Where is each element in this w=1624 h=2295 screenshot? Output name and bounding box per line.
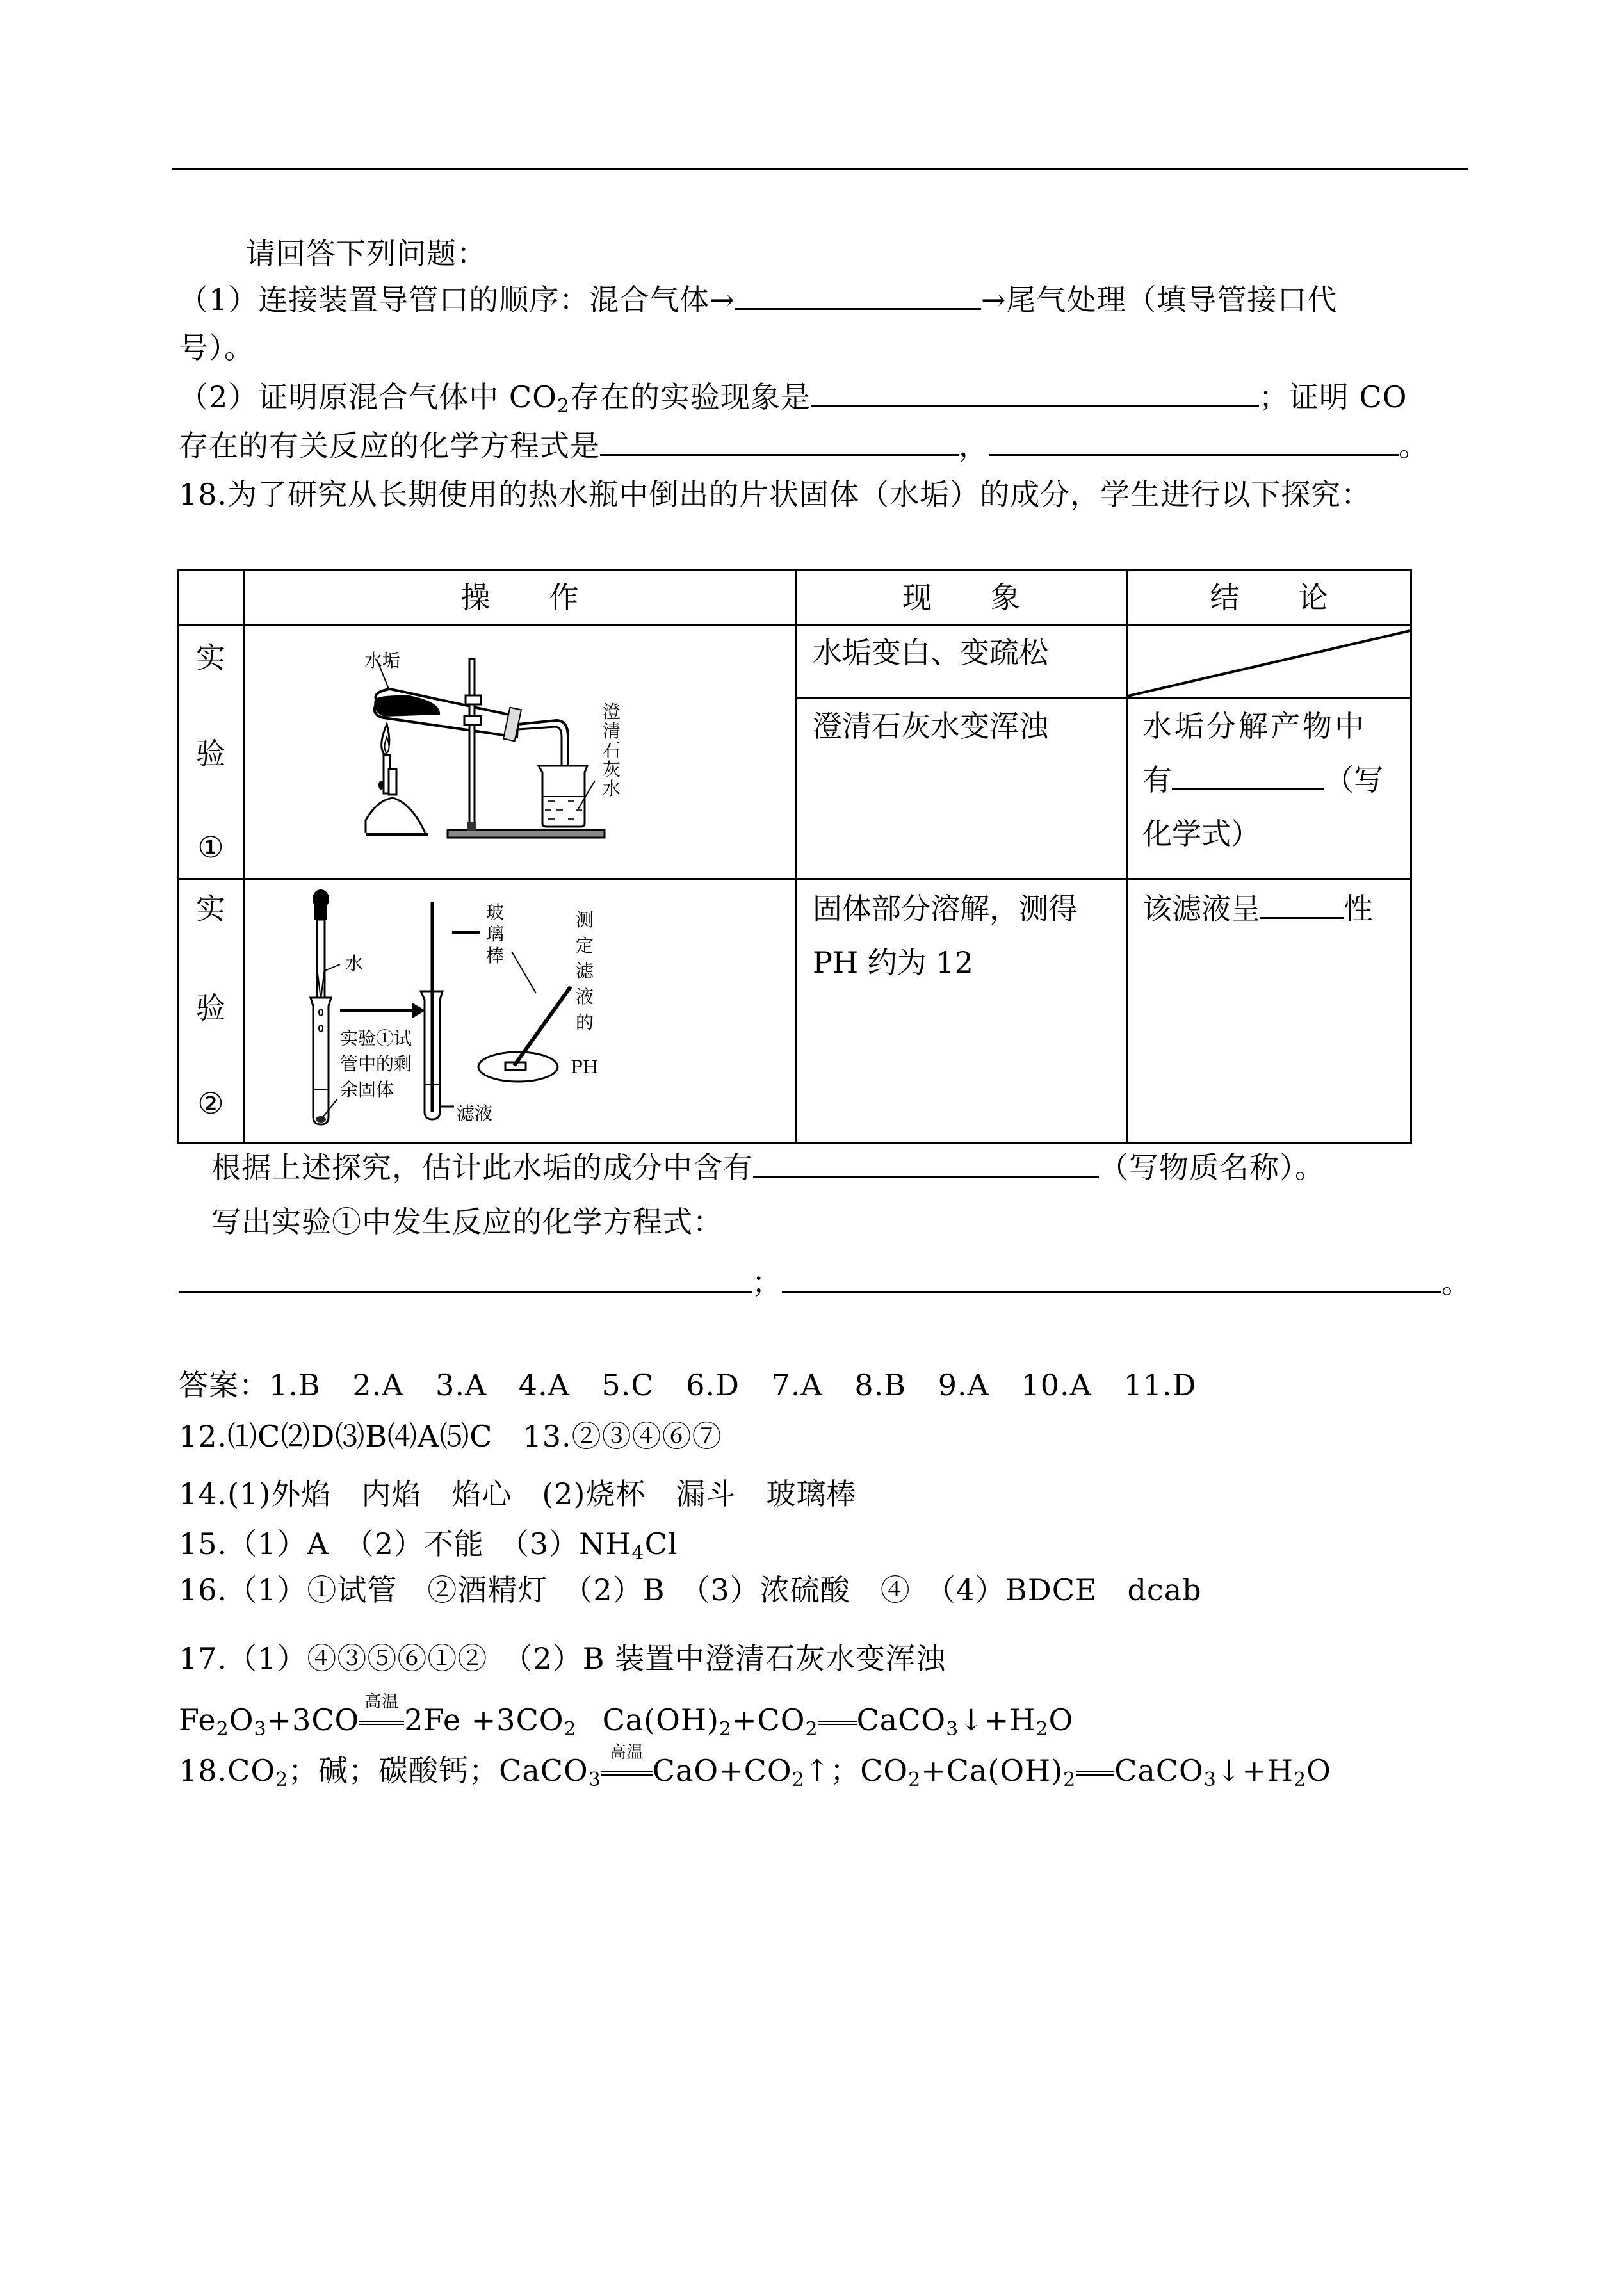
- label-residue-1: 实验①试: [340, 1028, 412, 1049]
- label-glass-rod-2: 璃: [486, 923, 505, 945]
- label-measure-4: 液: [576, 986, 594, 1007]
- answers-line3: 14.(1)外焰 内焰 焰心 (2)烧杯 漏斗 玻璃棒: [179, 1477, 857, 1511]
- exp1-conclusion-line3: 化学式）: [1142, 816, 1260, 851]
- answers-line4: [179, 1526, 678, 1562]
- after-table-line2: 写出实验①中发生反应的化学方程式：: [211, 1204, 723, 1239]
- exp2-label-2: 验: [196, 991, 225, 1025]
- header-conclusion: 结 论: [1210, 580, 1328, 615]
- after-table-line1: [211, 1149, 1325, 1185]
- q1-text-b: →尾气处理（填导管接口代: [980, 282, 1338, 317]
- col-divider-1: [243, 571, 245, 1142]
- answers-line6: 17.（1）④③⑤⑥①② （2）B 装置中澄清石灰水变浑浊: [179, 1641, 946, 1676]
- eq17-h: ↓+H: [959, 1703, 1036, 1737]
- eq18-sub: 2: [275, 1769, 289, 1791]
- eq17-sub: 2: [805, 1718, 818, 1740]
- exp1-conclusion-line1: 水垢分解产物中: [1142, 709, 1367, 743]
- eq18-h: ↓+H: [1216, 1753, 1294, 1788]
- answer-1: 答案：1.B: [179, 1368, 321, 1402]
- equation-blank-2[interactable]: [782, 1265, 1441, 1293]
- stand-base: [448, 830, 605, 838]
- answer-11: 11.D: [1123, 1368, 1197, 1402]
- label-measure-3: 滤: [576, 961, 594, 982]
- burner-icon: [366, 798, 425, 833]
- exp1-conclusion-line2: [1142, 753, 1383, 807]
- label-limewater-2: 清: [603, 720, 621, 742]
- eq18-o-end: O: [1306, 1753, 1331, 1788]
- exp2-label-1: 实: [196, 891, 225, 926]
- label-measure-2: 定: [576, 935, 594, 956]
- eq17-sub: 2: [564, 1718, 577, 1740]
- label-limewater-1: 澄: [603, 701, 621, 722]
- reaction-condition: [601, 1743, 653, 1788]
- exp1-label-3: ①: [197, 830, 224, 864]
- equation-separator: ；: [752, 1265, 782, 1300]
- eq17-o: O: [229, 1703, 254, 1737]
- test-tube-1-icon: [311, 998, 331, 1124]
- answer-5: 5.C: [601, 1368, 654, 1402]
- exp1-label-1: 实: [196, 640, 225, 675]
- after-line1-b: （写物质名称）。: [1099, 1150, 1325, 1185]
- eq18-caco: CaCO: [1114, 1753, 1204, 1788]
- stirring-rod: [514, 987, 571, 1066]
- exp2-label-3: ②: [197, 1086, 224, 1121]
- exp1-phenomenon-2: 澄清石灰水变浑浊: [813, 709, 1048, 743]
- exp2-phenomenon-line2: PH 约为 12: [813, 945, 973, 980]
- exp1-label-2: 验: [196, 736, 225, 771]
- diagonal-slash: [1128, 626, 1410, 697]
- label-ph: PH: [571, 1057, 599, 1078]
- label-scale: 水垢: [364, 650, 401, 671]
- experiment-table: [177, 569, 1412, 1144]
- col-divider-2: [795, 571, 797, 1142]
- eq17-sub: 3: [254, 1718, 267, 1740]
- condition-label: 高温: [609, 1743, 644, 1762]
- label-residue-3: 余固体: [340, 1079, 394, 1100]
- after-table-line3: [179, 1265, 1472, 1301]
- label-water: 水: [345, 953, 364, 974]
- q1-line: [179, 282, 1337, 318]
- header-operation: 操 作: [460, 580, 579, 615]
- exp1-conclusion-b: 有: [1142, 763, 1172, 797]
- exp2-conclusion-a: 该滤液呈: [1142, 891, 1260, 926]
- answers-line1: [179, 1367, 1197, 1403]
- answers-eq17: [179, 1692, 1074, 1740]
- eq18-sub: 2: [792, 1769, 805, 1791]
- q1-line-2: 号）。: [179, 330, 254, 365]
- answer-8: 8.B: [854, 1368, 907, 1402]
- q2-line2-text: 存在的有关反应的化学方程式是: [179, 428, 600, 463]
- clamp-bottom: [464, 716, 481, 725]
- eq17-products: 2Fe +3CO: [404, 1703, 564, 1737]
- q18-text: 18.为了研究从长期使用的热水瓶中倒出的片状固体（水垢）的成分，学生进行以下探究：: [179, 477, 1372, 512]
- eq17-o-end: O: [1048, 1703, 1074, 1737]
- eq17-sub: 2: [1035, 1718, 1049, 1740]
- heating-apparatus-diagram: [364, 641, 633, 852]
- clamp-top: [466, 695, 481, 704]
- reaction-condition: [359, 1692, 404, 1738]
- label-limewater-3: 石: [603, 740, 621, 761]
- exp2-conclusion: [1142, 882, 1373, 936]
- exp2-property-blank[interactable]: [1260, 891, 1344, 919]
- eq17-sub: 3: [946, 1718, 959, 1740]
- answer-2: 2.A: [352, 1368, 404, 1402]
- stand-rod: [469, 659, 475, 825]
- equals-bar: [1076, 1771, 1114, 1776]
- equals-bar: [359, 1721, 404, 1725]
- answer-6: 6.D: [686, 1368, 740, 1402]
- answer-7: 7.A: [771, 1368, 823, 1402]
- label-measure-5: 的: [576, 1012, 594, 1033]
- label-measure-1: 测: [576, 909, 594, 930]
- label-residue-2: 管中的剩: [340, 1053, 412, 1075]
- answer15-sub: 4: [631, 1542, 645, 1564]
- answer-3: 3.A: [435, 1368, 487, 1402]
- eq17-co: +3CO: [266, 1703, 360, 1737]
- eq18-cao: CaO+CO: [652, 1753, 792, 1788]
- dissolving-ph-diagram: [294, 888, 755, 1137]
- exp1-formula-blank[interactable]: [1172, 763, 1324, 790]
- exp2-conclusion-b: 性: [1344, 891, 1373, 926]
- exp2-phenomenon-line1: 固体部分溶解，测得: [813, 891, 1078, 926]
- scale-component-blank[interactable]: [753, 1150, 1099, 1178]
- eq18-sub: 3: [588, 1769, 601, 1791]
- eq17-sub: 2: [216, 1718, 229, 1740]
- eq18-sub: 2: [1294, 1769, 1307, 1791]
- exp1-conclusion-c: （写: [1324, 763, 1383, 797]
- q2-text-b: 存在的实验现象是: [569, 380, 811, 414]
- q1-answer-blank[interactable]: [735, 282, 981, 310]
- equals-bar: [601, 1771, 653, 1776]
- answers-line5: 16.（1）①试管 ②酒精灯 （2）B （3）浓硫酸 ④ （4）BDCE dcab: [179, 1573, 1202, 1607]
- equation-blank-1[interactable]: [179, 1265, 752, 1293]
- answers-line2: 12.⑴C⑵D⑶B⑷A⑸C 13.②③④⑥⑦: [179, 1419, 722, 1454]
- eq18-co2b: ↑；CO: [804, 1753, 909, 1788]
- equals-bar: [818, 1721, 857, 1725]
- eq17-caoh: Ca(OH): [602, 1703, 719, 1737]
- answer-9: 9.A: [938, 1368, 989, 1402]
- eq17-caco: CaCO: [856, 1703, 946, 1737]
- eq18-sub: 2: [1063, 1769, 1076, 1791]
- q2-text-c: ；证明 CO: [1258, 380, 1408, 414]
- q1-text-a: （1）连接装置导管口的顺序：混合气体→: [179, 282, 735, 317]
- answer15-b: Cl: [644, 1527, 678, 1561]
- answer15-a: 15.（1）A （2）不能 （3）NH: [179, 1527, 632, 1561]
- q2-text-a: （2）证明原混合气体中 CO: [179, 380, 557, 414]
- label-limewater-5: 水: [603, 778, 621, 799]
- intro-text: 请回答下列问题：: [246, 236, 487, 271]
- eq18-sub: 3: [1203, 1769, 1217, 1791]
- q2-line-2: [179, 428, 1429, 464]
- answer-4: 4.A: [518, 1368, 570, 1402]
- exp1-phenomenon-1: 水垢变白、变疏松: [813, 635, 1048, 670]
- eq17-fe: Fe: [179, 1703, 216, 1737]
- rod-foot: [467, 822, 476, 831]
- eq18-caoh: +Ca(OH): [921, 1753, 1064, 1788]
- q2-end: 。: [1399, 428, 1429, 463]
- answers-eq18: [179, 1743, 1331, 1791]
- q2-equation-blank-2[interactable]: [989, 428, 1399, 456]
- eq17-sub: 2: [719, 1718, 733, 1740]
- after-line1-a: 根据上述探究，估计此水垢的成分中含有: [211, 1150, 753, 1185]
- condition-label: 高温: [364, 1692, 400, 1712]
- eq17-co2: +CO: [732, 1703, 806, 1737]
- equation-end: 。: [1441, 1265, 1472, 1300]
- q2-line: [179, 379, 1408, 418]
- residue-solid: [316, 1116, 326, 1123]
- q2-comma: ，: [959, 428, 989, 463]
- label-glass-rod-3: 棒: [486, 945, 505, 966]
- row-divider: [179, 878, 1410, 880]
- header-rule: [172, 168, 1468, 170]
- q2-phenomenon-blank[interactable]: [811, 380, 1259, 407]
- label-limewater-4: 灰: [603, 759, 621, 780]
- header-phenomenon: 现 象: [902, 580, 1020, 615]
- q2-equation-blank-1[interactable]: [600, 428, 959, 456]
- eq18-co: 18.CO: [179, 1753, 276, 1788]
- label-filtrate: 滤液: [457, 1103, 493, 1124]
- eq18-sub: 2: [908, 1769, 922, 1791]
- answer-10: 10.A: [1021, 1368, 1092, 1402]
- label-glass-rod-1: 玻: [486, 902, 505, 923]
- q2-subscript: 2: [556, 395, 570, 418]
- eq18-text: ；碱；碳酸钙；CaCO: [288, 1753, 589, 1788]
